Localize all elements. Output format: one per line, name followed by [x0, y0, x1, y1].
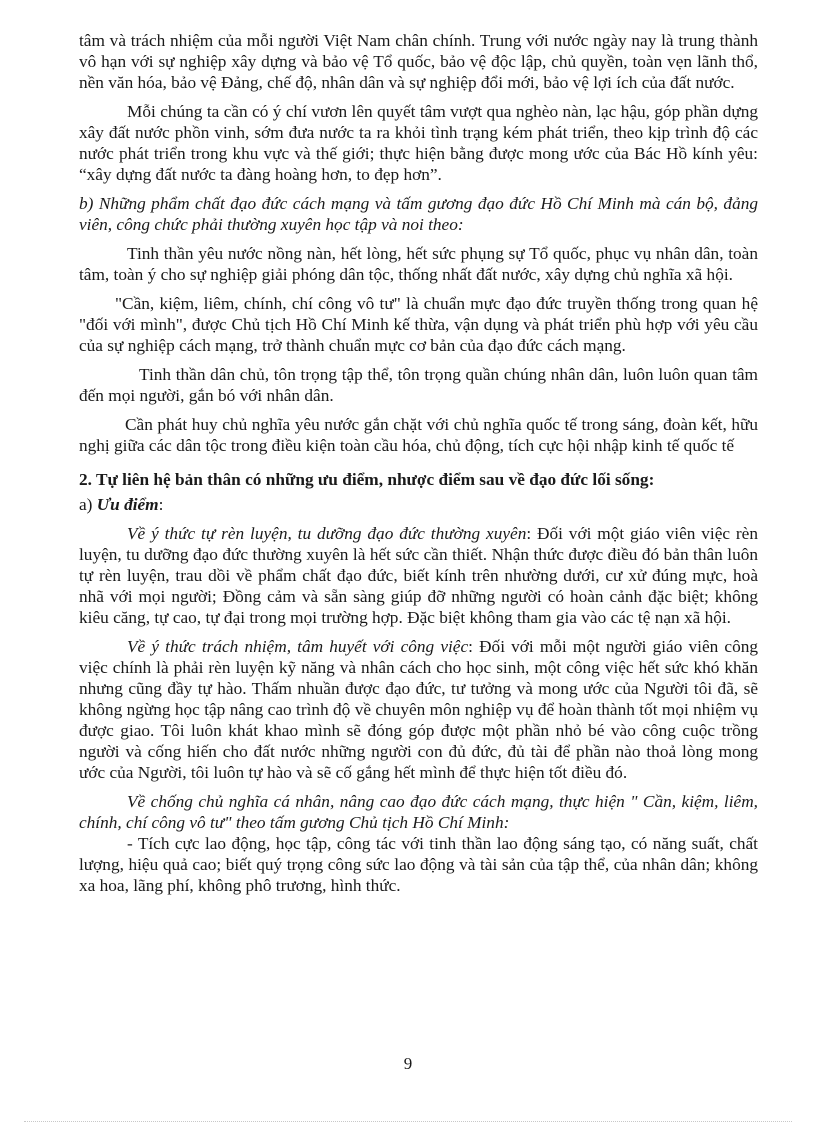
subsection-a-label: Ưu điểm: [96, 495, 159, 514]
paragraph-self-training: [79, 523, 758, 628]
page-bottom-divider: [24, 1121, 792, 1122]
responsibility-body: : Đối với mỗi một người giáo viên công việc chính là phải rèn luyện kỹ năng và nhân cách cho học sinh, một công việc hết sức khó khăn nhưng cũng đầy tự hào. Thấm nhuần được đạo đức, tư tưởng và mong ước của Người tôi đã, sẽ không ngừng học tập nâng cao trình độ về chuyên môn nghiệp vụ để hoàn thành tốt mọi nhiệm vụ được giao. Tôi luôn khát khao mình sẽ đóng góp được một phần nhỏ bé vào công cuộc trồng người và cống hiến cho đất nước những người con đủ đức, đủ tài để phần nào thoả lòng mong ước của Người, tôi luôn tự hào và sẽ cố gắng hết mình để thực hiện tốt điều đó.: [79, 637, 758, 782]
paragraph-democracy: Tinh thần dân chủ, tôn trọng tập thể, tôn trọng quần chúng nhân dân, luôn luôn quan tâm đến mọi người, gắn bó với nhân dân.: [79, 365, 758, 405]
self-training-body: : Đối với một giáo viên việc rèn luyện, tu dưỡng đạo đức thường xuyên là hết sức cần thiết. Nhận thức được điều đó bản thân luôn tự rèn luyện, trau dồi về phẩm chất đạo đức, biết kính trên nhường dưới, cư xử đúng mực, hoà nhã với mọi người; Đồng cảm và sẵn sàng giúp đỡ những người có hoàn cảnh đặc biệt; không kiêu căng, tự cao, tự đại trong mọi trường hợp. Đặc biệt không tham gia vào các tệ nạn xã hội.: [79, 524, 758, 627]
responsibility-lead: Về ý thức trách nhiệm, tâm huyết với công việc: [127, 637, 469, 656]
paragraph-internationalism: Cần phát huy chủ nghĩa yêu nước gắn chặt với chủ nghĩa quốc tế trong sáng, đoàn kết, hữu nghị giữa các dân tộc trong điều kiện toàn cầu hóa, chủ động, tích cực hội nhập kinh tế quốc tế: [79, 415, 758, 455]
paragraph-responsibility: [79, 636, 758, 783]
page-number: 9: [403, 1054, 413, 1073]
document-page: [79, 30, 758, 896]
subsection-a-suffix: :: [158, 495, 164, 514]
subsection-a-prefix: a): [79, 495, 97, 514]
paragraph-diligence: "Cần, kiệm, liêm, chính, chí công vô tư" là chuẩn mực đạo đức truyền thống trong quan hệ "đối với mình", được Chủ tịch Hồ Chí Minh kế thừa, vận dụng và phát triển phù hợp với yêu cầu của sự nghiệp cách mạng, trở thành chuẩn mực cơ bản của đạo đức cách mạng.: [79, 294, 758, 355]
paragraph-patriotism: Tinh thần yêu nước nồng nàn, hết lòng, hết sức phụng sự Tổ quốc, phục vụ nhân dân, toàn tâm, toàn ý cho sự nghiệp giải phóng dân tộc, thống nhất đất nước, xây dựng chủ nghĩa xã hội.: [79, 244, 758, 284]
section-b-heading: b) Những phẩm chất đạo đức cách mạng và tấm gương đạo đức Hồ Chí Minh mà cán bộ, đảng viên, công chức phải thường xuyên học tập và noi theo:: [79, 194, 758, 234]
self-training-lead: Về ý thức tự rèn luyện, tu dưỡng đạo đức thường xuyên: [127, 524, 527, 543]
section-2-heading: 2. Tự liên hệ bản thân có những ưu điểm, nhược điểm sau về đạo đức lối sống:: [79, 470, 655, 489]
paragraph-aspiration: Mỗi chúng ta cần có ý chí vươn lên quyết tâm vượt qua nghèo nàn, lạc hậu, góp phần dựng xây đất nước phồn vinh, sớm đưa nước ta ra khỏi tình trạng kém phát triển, theo kịp trình độ các nước phát triển trong khu vực và thế giới; thực hiện bằng được mong ước của Bác Hồ kính yêu: “xây dựng đất nước ta đàng hoàng hơn, to đẹp hơn”.: [79, 102, 758, 184]
paragraph-labor: - Tích cực lao động, học tập, công tác với tinh thần lao động sáng tạo, có năng suất, chất lượng, hiệu quả cao; biết quý trọng công sức lao động và tài sản của tập thể, của nhân dân; không xa hoa, lãng phí, không phô trương, hình thức.: [79, 834, 758, 895]
paragraph-loyalty: tâm và trách nhiệm của mỗi người Việt Nam chân chính. Trung với nước ngày nay là trung thành vô hạn với sự nghiệp xây dựng và bảo vệ Tổ quốc, bảo vệ độc lập, chủ quyền, toàn vẹn lãnh thổ, nền văn hóa, bảo vệ Đảng, chế độ, nhân dân và sự nghiệp đổi mới, bảo vệ lợi ích của đất nước.: [79, 31, 758, 92]
subsection-a-heading: [79, 494, 758, 515]
paragraph-anti-individualism: Về chống chủ nghĩa cá nhân, nâng cao đạo đức cách mạng, thực hiện " Cần, kiệm, liêm, chính, chí công vô tư" theo tấm gương Chủ tịch Hồ Chí Minh:: [79, 792, 758, 832]
